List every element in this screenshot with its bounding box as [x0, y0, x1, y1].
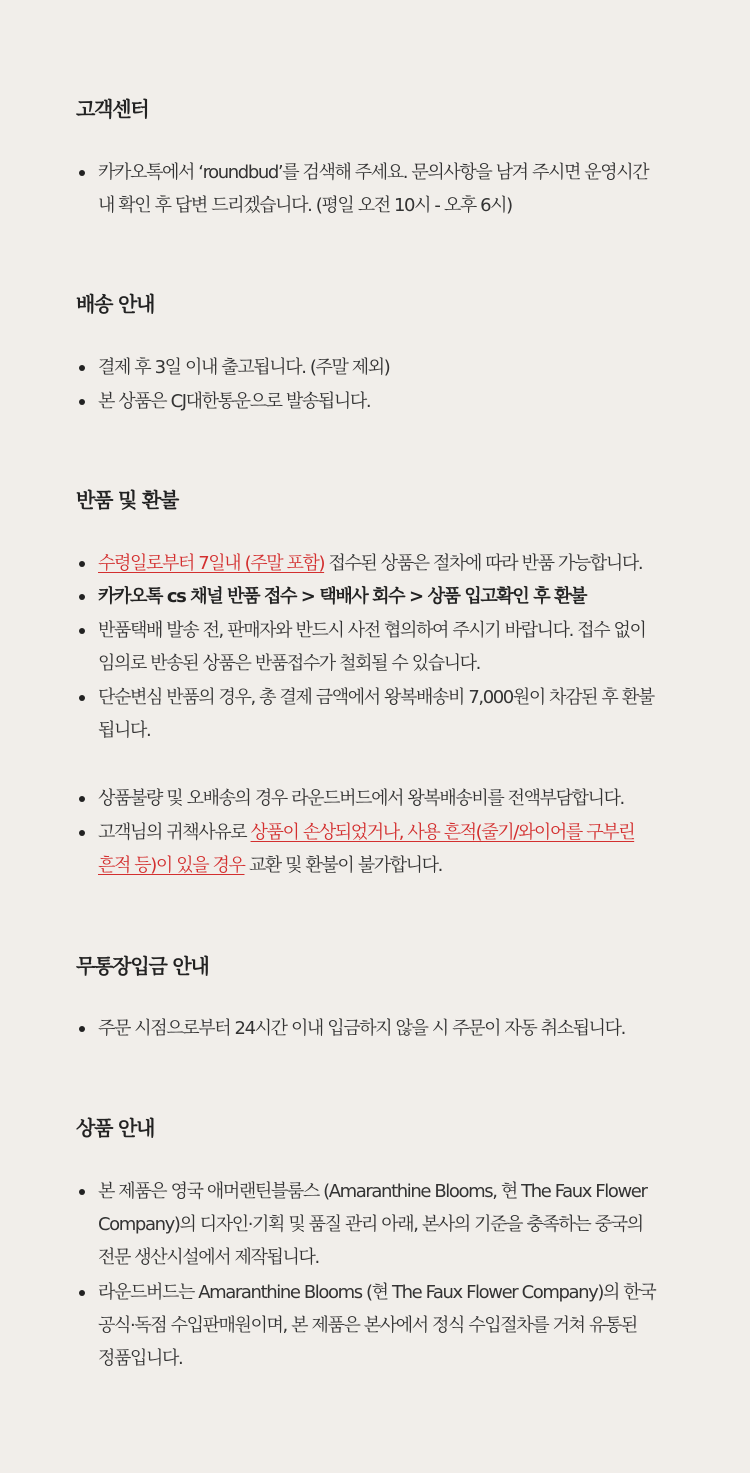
product-info-item-2	[98, 1276, 664, 1375]
product-info-item-2-line-1: 라운드버드는 Amaranthine Blooms (현 The Faux Flower Company)의 한국	[98, 1282, 656, 1303]
returns-item-4	[98, 681, 664, 747]
product-info-item-2-line-3: 정품입니다.	[98, 1348, 183, 1369]
returns-item-6-pre: 고객님의 귀책사유로	[98, 822, 251, 843]
shipping-item-1-text: 결제 후 3일 이내 출고됩니다. (주말 제외)	[98, 357, 390, 378]
damage-highlight-2: 흔적 등)이 있을 경우	[98, 855, 245, 876]
returns-item-5	[98, 782, 664, 815]
shipping-item-2	[98, 385, 664, 418]
returns-item-1	[98, 547, 664, 580]
return-period-highlight: 수령일로부터 7일내 (주말 포함)	[98, 553, 325, 574]
customer-center-item	[98, 156, 664, 222]
returns-item-3-line-2: 임의로 반송된 상품은 반품접수가 철회될 수 있습니다.	[98, 653, 480, 674]
returns-item-4-line-1: 단순변심 반품의 경우, 총 결제 금액에서 왕복배송비 7,000원이 차감된 후 환불	[98, 687, 654, 708]
bank-deposit-item	[98, 1012, 664, 1045]
product-info-item-1	[98, 1175, 664, 1274]
shipping-item-1	[98, 351, 664, 384]
shipping-title: 배송 안내	[76, 292, 155, 316]
product-info-item-1-line-2: Company)의 디자인·기획 및 품질 관리 아래, 본사의 기준을 충족하는 중국의	[98, 1214, 643, 1235]
returns-item-3-line-1: 반품택배 발송 전, 판매자와 반드시 사전 협의하여 주시기 바랍니다. 접수 없이	[98, 620, 646, 641]
returns-item-6-line-1	[98, 816, 664, 849]
returns-item-4-line-2: 됩니다.	[98, 720, 151, 741]
bank-deposit-title: 무통장입금 안내	[76, 954, 209, 978]
product-info-item-2-line-2: 공식·독점 수입판매원이며, 본 제품은 본사에서 정식 수입절차를 거쳐 유통된	[98, 1315, 637, 1336]
returns-title: 반품 및 환불	[76, 488, 179, 512]
returns-item-1-line	[98, 547, 664, 580]
returns-item-3	[98, 614, 664, 680]
product-info-title: 상품 안내	[76, 1116, 155, 1140]
returns-item-6-post: 교환 및 환불이 불가합니다.	[244, 855, 442, 876]
bank-deposit-text: 주문 시점으로부터 24시간 이내 입금하지 않을 시 주문이 자동 취소됩니다.	[98, 1018, 625, 1039]
returns-item-2	[98, 580, 664, 613]
damage-highlight-1: 상품이 손상되었거나, 사용 흔적(줄기/와이어를 구부린	[250, 822, 635, 843]
returns-process-text: 카카오톡 cs 채널 반품 접수 > 택배사 회수 > 상품 입고확인 후 환불	[98, 586, 587, 607]
returns-item-6-line-2	[98, 849, 664, 882]
returns-item-5-text: 상품불량 및 오배송의 경우 라운드버드에서 왕복배송비를 전액부담합니다.	[98, 788, 624, 809]
product-info-item-1-line-3: 전문 생산시설에서 제작됩니다.	[98, 1247, 319, 1268]
product-info-item-1-line-1: 본 제품은 영국 애머랜틴블룸스 (Amaranthine Blooms, 현 The Faux Flower	[98, 1181, 647, 1202]
shipping-item-2-text: 본 상품은 CJ대한통운으로 발송됩니다.	[98, 391, 371, 412]
customer-center-line-2: 내 확인 후 답변 드리겠습니다. (평일 오전 10시 - 오후 6시)	[98, 195, 512, 216]
returns-item-1-rest: 접수된 상품은 절차에 따라 반품 가능합니다.	[324, 553, 643, 574]
customer-center-line-1: 카카오톡에서 ‘roundbud’를 검색해 주세요. 문의사항을 남겨 주시면 운영시간	[98, 162, 649, 183]
returns-item-6	[98, 816, 664, 882]
customer-center-title: 고객센터	[76, 97, 149, 121]
